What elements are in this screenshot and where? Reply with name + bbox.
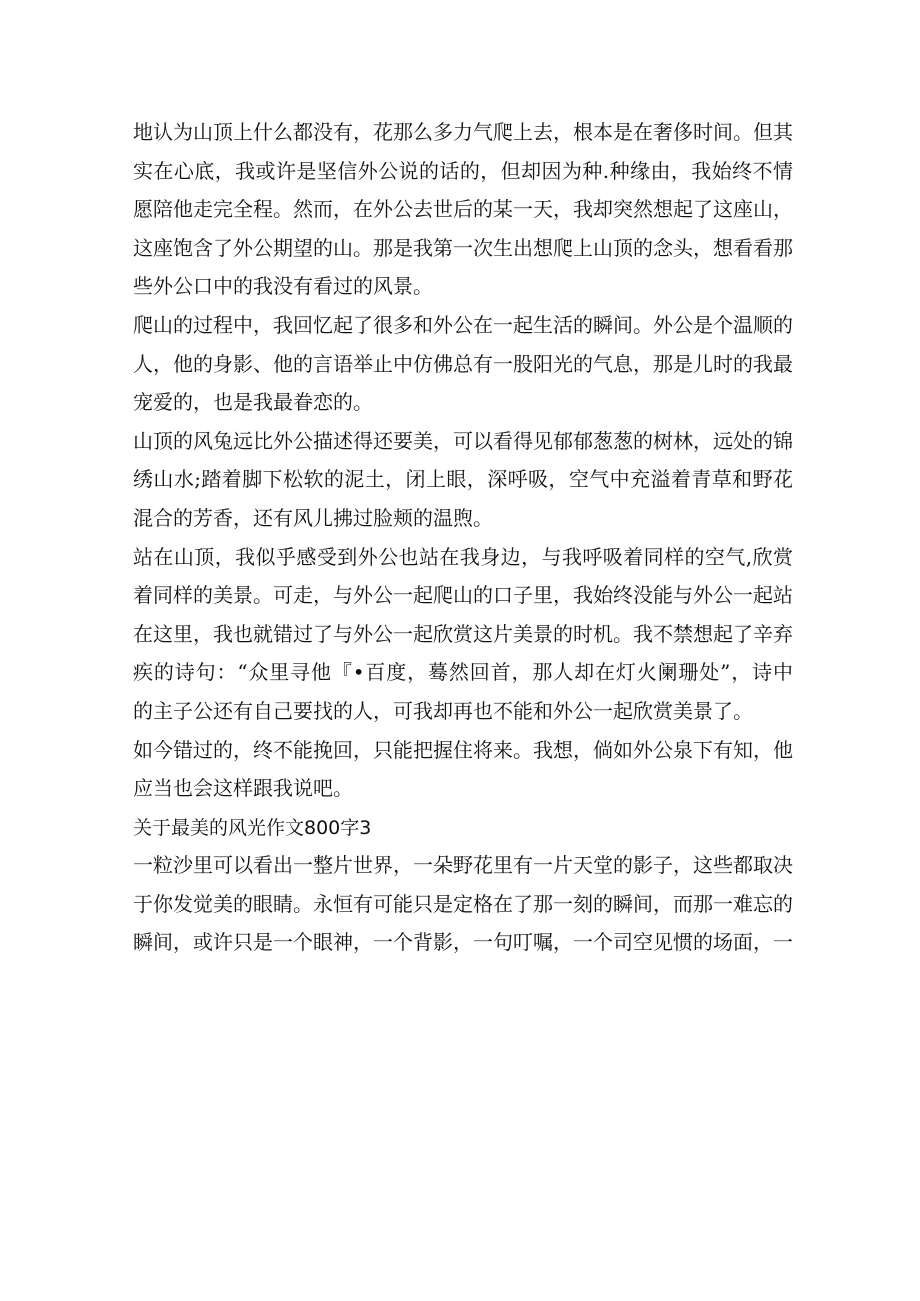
text-line: 人，他的身影、他的言语举止中仿佛总有一股阳光的气息，那是儿时的我最 <box>133 351 793 376</box>
text-line: 山顶的风兔远比外公描述得还要美，可以看得见郁郁葱葱的树林，远处的锦 <box>133 428 793 453</box>
text-line: 疾的诗句：“众里寻他『•百度，蓦然回首，那人却在灯火阑珊处”，诗中 <box>133 660 793 685</box>
text-line: 一粒沙里可以看出一整片世界，一朵野花里有一片天堂的影子，这些都取决 <box>133 853 793 878</box>
text-line: 绣山水;踏着脚下松软的泥土，闭上眼，深呼吸，空气中充溢着青草和野花 <box>133 467 793 492</box>
text-line: 地认为山顶上什么都没有，花那么多力气爬上去，根本是在奢侈时间。但其 <box>133 120 793 144</box>
text-line: 在这里，我也就错过了与外公一起欣赏这片美景的时机。我不禁想起了辛弃 <box>133 621 793 646</box>
text-line: 着同样的美景。可走，与外公一起爬山的口子里，我始终没能与外公一起站 <box>133 583 793 608</box>
text-line: 于你发觉美的眼睛。永恒有可能只是定格在了那一刻的瞬间，而那一难忘的 <box>133 891 793 916</box>
text-line: 瞬间，或许只是一个眼神，一个背影，一句叮嘱，一个司空见惯的场面，一 <box>133 930 793 955</box>
text-line: 愿陪他走完全程。然而，在外公去世后的某一天，我却突然想起了这座山， <box>133 197 793 222</box>
paragraph-5 <box>133 731 793 808</box>
text-line: 这座饱含了外公期望的山。那是我第一次生出想爬上山顶的念头，想看看那 <box>133 235 793 260</box>
section-heading: 关于最美的风光作文800字3 <box>133 816 372 839</box>
text-line: 如今错过的，终不能挽回，只能把握住将来。我想，倘如外公泉下有知，他 <box>133 737 793 762</box>
paragraph-6 <box>133 846 793 962</box>
text-line: 实在心底，我或许是坚信外公说的话的，但却因为种.种缘由，我始终不情 <box>133 158 793 183</box>
text-line: 的主子公还有自己要找的人，可我却再也不能和外公一起欣赏美景了。 <box>133 698 753 723</box>
text-line: 混合的芳香，还有风儿拂过脸颊的温煦。 <box>133 505 493 530</box>
paragraph-2 <box>133 306 793 422</box>
section-heading-line <box>133 808 793 847</box>
document-body <box>133 113 793 962</box>
paragraph-4 <box>133 538 793 731</box>
text-line: 站在山顶，我似乎感受到外公也站在我身边，与我呼吸着同样的空气,欣赏 <box>133 544 793 569</box>
paragraph-3 <box>133 422 793 538</box>
paragraph-1 <box>133 113 793 306</box>
text-line: 宠爱的，也是我最眷恋的。 <box>133 390 373 415</box>
text-line: 应当也会这样跟我说吧。 <box>133 776 353 801</box>
text-line: 些外公口中的我没有看过的风景。 <box>133 274 433 299</box>
text-line: 爬山的过程中，我回忆起了很多和外公在一起生活的瞬间。外公是个温顺的 <box>133 312 793 337</box>
